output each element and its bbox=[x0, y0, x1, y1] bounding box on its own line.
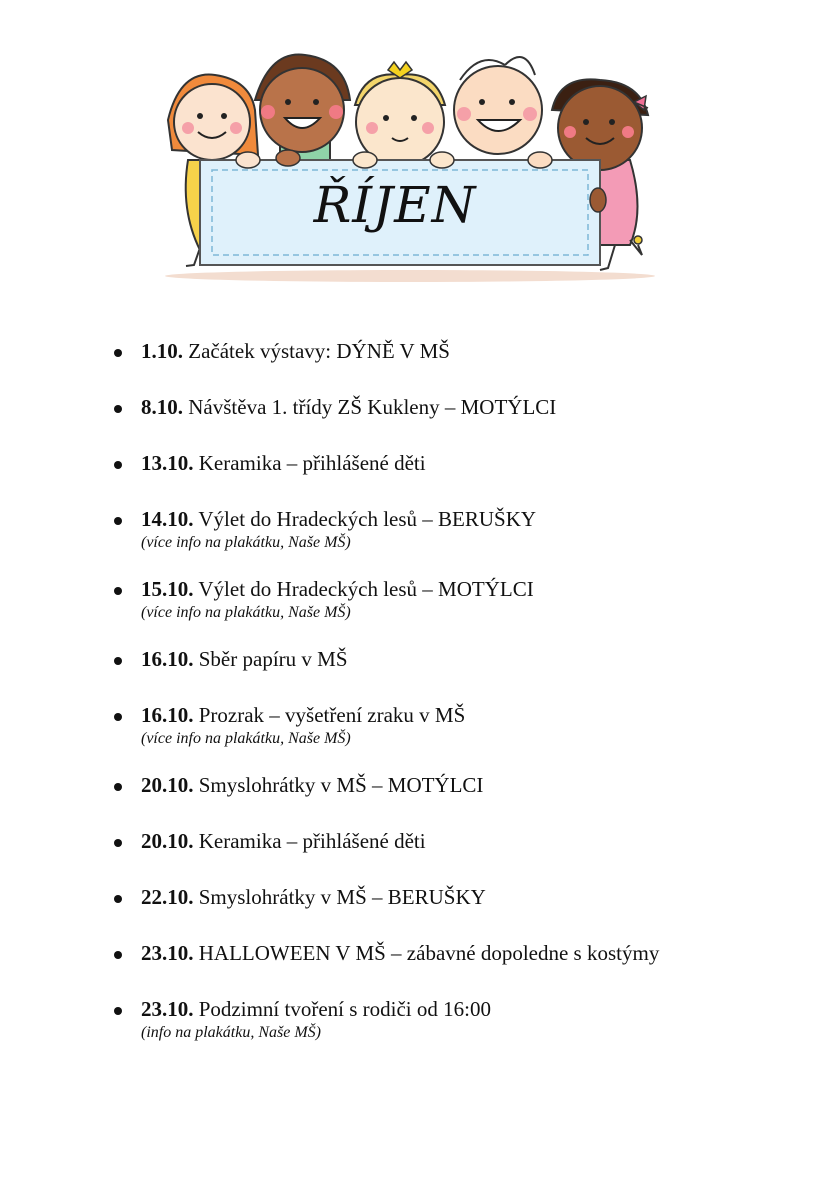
event-note: (více info na plakátku, Naše MŠ) bbox=[141, 534, 351, 551]
list-item bbox=[112, 450, 792, 476]
event-text: Výlet do Hradeckých lesů – BERUŠKY bbox=[198, 507, 537, 531]
event-text: Podzimní tvoření s rodiči od 16:00 bbox=[198, 997, 491, 1021]
event-text: Smyslohrátky v MŠ – BERUŠKY bbox=[198, 885, 486, 909]
children-banner-illustration bbox=[160, 40, 660, 290]
event-date: 16.10. bbox=[141, 647, 194, 671]
list-item bbox=[112, 338, 792, 364]
event-date: 1.10. bbox=[141, 339, 183, 363]
event-note: (více info na plakátku, Naše MŠ) bbox=[141, 730, 351, 747]
list-item bbox=[112, 828, 792, 854]
list-item bbox=[112, 646, 792, 672]
event-list bbox=[112, 338, 792, 1066]
event-date: 20.10. bbox=[141, 773, 194, 797]
list-item bbox=[112, 702, 792, 750]
event-text: Začátek výstavy: DÝNĚ V MŠ bbox=[188, 339, 450, 363]
event-text: Prozrak – vyšetření zraku v MŠ bbox=[198, 703, 466, 727]
list-item bbox=[112, 940, 792, 966]
event-date: 20.10. bbox=[141, 829, 194, 853]
event-text: HALLOWEEN V MŠ – zábavné dopoledne s kostýmy bbox=[198, 941, 660, 965]
event-date: 13.10. bbox=[141, 451, 194, 475]
event-text: Sběr papíru v MŠ bbox=[198, 647, 348, 671]
event-note: (info na plakátku, Naše MŠ) bbox=[141, 1024, 321, 1041]
event-date: 14.10. bbox=[141, 507, 194, 531]
event-date: 15.10. bbox=[141, 577, 194, 601]
event-text: Keramika – přihlášené děti bbox=[198, 451, 426, 475]
list-item bbox=[112, 576, 792, 624]
event-text: Návštěva 1. třídy ZŠ Kukleny – MOTÝLCI bbox=[188, 395, 557, 419]
list-item bbox=[112, 394, 792, 420]
event-date: 23.10. bbox=[141, 941, 194, 965]
event-date: 16.10. bbox=[141, 703, 194, 727]
list-item bbox=[112, 996, 792, 1044]
list-item bbox=[112, 506, 792, 554]
event-note: (více info na plakátku, Naše MŠ) bbox=[141, 604, 351, 621]
list-item bbox=[112, 772, 792, 798]
event-date: 23.10. bbox=[141, 997, 194, 1021]
event-text: Smyslohrátky v MŠ – MOTÝLCI bbox=[198, 773, 484, 797]
event-text: Výlet do Hradeckých lesů – MOTÝLCI bbox=[198, 577, 534, 601]
list-item bbox=[112, 884, 792, 910]
banner-title: ŘÍJEN bbox=[313, 176, 477, 234]
event-text: Keramika – přihlášené děti bbox=[198, 829, 426, 853]
event-date: 22.10. bbox=[141, 885, 194, 909]
event-date: 8.10. bbox=[141, 395, 183, 419]
